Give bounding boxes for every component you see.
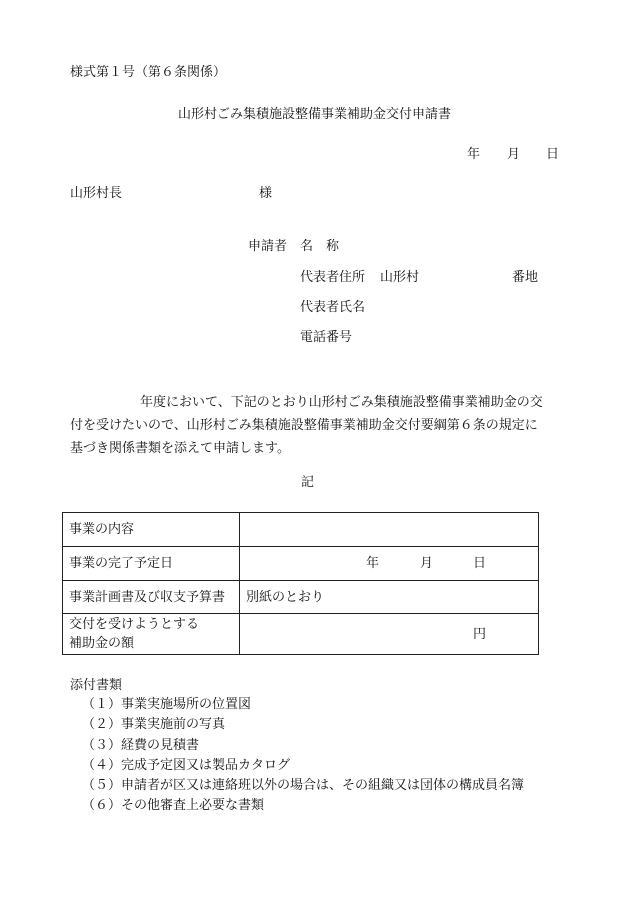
completion-month: 月 <box>420 556 434 571</box>
list-item: （２）事業実施前の写真 <box>82 717 226 732</box>
applicant-rep-name-label: 代表者氏名 <box>300 300 366 315</box>
row-label-plan-budget: 事業計画書及び収支予算書 <box>63 581 240 614</box>
row-value-plan-budget: 別紙のとおり <box>240 581 539 614</box>
table-row <box>63 581 539 614</box>
applicant-label: 申請者 <box>248 239 288 254</box>
list-item: （３）経費の見積書 <box>82 738 200 753</box>
row-label-subsidy-amount <box>63 614 240 655</box>
body-line-1: 年度において、下記のとおり山形村ごみ集積施設整備事業補助金の交 <box>140 395 543 410</box>
row-value-subsidy-amount: 円 <box>240 614 539 655</box>
table-row <box>63 614 539 655</box>
list-item: （６）その他審査上必要な書類 <box>82 798 265 813</box>
row-label-completion-date: 事業の完了予定日 <box>63 547 240 581</box>
date-month: 月 <box>507 147 521 162</box>
date-day: 日 <box>546 147 560 162</box>
applicant-village: 山形村 <box>380 270 420 285</box>
list-item: （４）完成予定図又は製品カタログ <box>82 758 291 773</box>
row-value-completion-date <box>240 547 539 581</box>
table-row <box>63 547 539 581</box>
table-row <box>63 513 539 547</box>
applicant-address-label: 代表者住所 <box>300 270 366 285</box>
body-line-3: 基づき関係書類を添えて申請します。 <box>70 441 290 456</box>
body-paragraph <box>70 391 570 460</box>
subsidy-label-line-1: 交付を受けようとする <box>69 617 200 632</box>
body-line-2: 付を受けたいので、山形村ごみ集積施設整備事業補助金交付要綱第６条の規定に <box>70 418 538 433</box>
list-item: （５）申請者が区又は連絡班以外の場合は、その組織又は団体の構成員名簿 <box>82 778 525 793</box>
applicant-phone-label: 電話番号 <box>300 330 353 345</box>
applicant-name-label: 名 称 <box>300 239 340 254</box>
row-label-content: 事業の内容 <box>63 513 240 547</box>
form-number: 様式第１号（第６条関係） <box>70 65 227 80</box>
date-year: 年 <box>467 147 481 162</box>
completion-year: 年 <box>366 556 380 571</box>
attachments-heading: 添付書類 <box>70 678 123 693</box>
application-table <box>62 512 539 655</box>
addressee-name: 山形村長 <box>70 186 123 201</box>
addressee-honorific: 様 <box>259 186 273 201</box>
applicant-banchi: 番地 <box>512 270 539 285</box>
document-title: 山形村ごみ集積施設整備事業補助金交付申請書 <box>178 107 452 122</box>
row-value-content <box>240 513 539 547</box>
list-item: （１）事業実施場所の位置図 <box>82 697 252 712</box>
subsidy-label-line-2: 補助金の額 <box>69 636 135 651</box>
ki-heading: 記 <box>301 475 315 490</box>
completion-day: 日 <box>473 556 487 571</box>
